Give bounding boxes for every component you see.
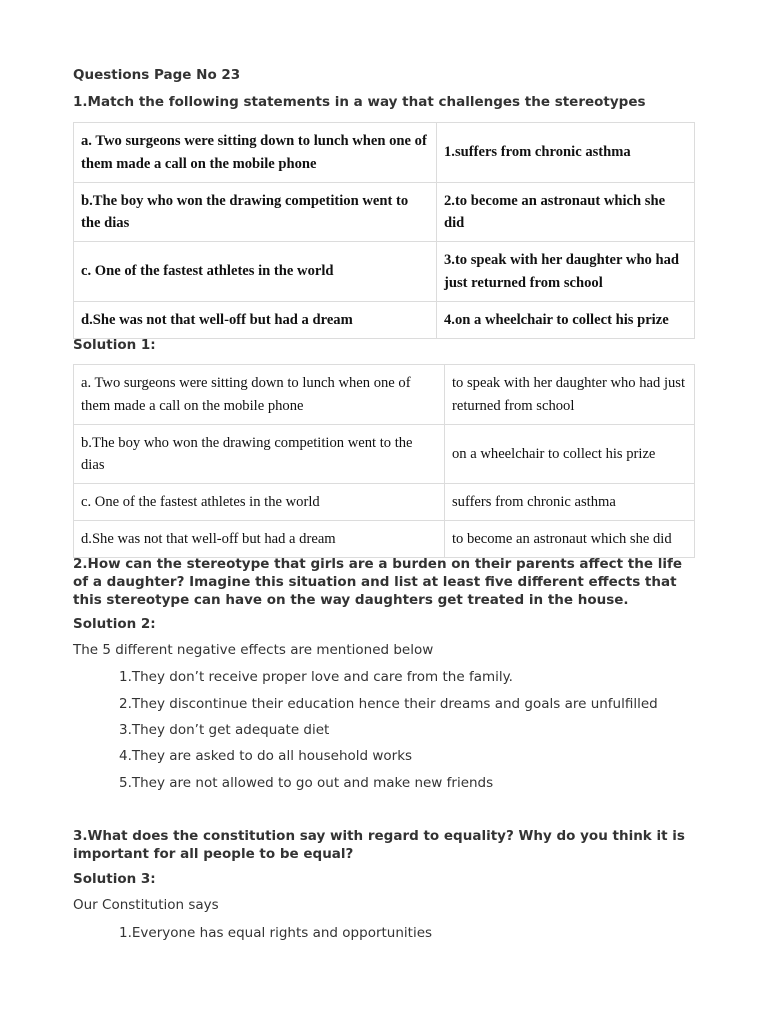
question-2: 2.How can the stereotype that girls are a burden on their parents affect the life of a daughter? Imagine this situation and list at least five different effects that this stereotype can have on the way daughters get treated in the house.: [73, 556, 682, 608]
table-cell: 1.suffers from chronic asthma: [437, 123, 695, 183]
solution-2-label: Solution 2:: [73, 616, 156, 632]
table-cell: a. Two surgeons were sitting down to lunch when one of them made a call on the mobile phone: [74, 365, 445, 425]
table-cell: 2.to become an astronaut which she did: [437, 183, 695, 242]
table-cell: 3.to speak with her daughter who had just returned from school: [437, 242, 695, 302]
table-cell: suffers from chronic asthma: [445, 484, 695, 521]
list-item: 3.They don’t get adequate diet: [119, 722, 330, 738]
table-cell: a. Two surgeons were sitting down to lunch when one of them made a call on the mobile phone: [74, 123, 437, 183]
question-3: 3.What does the constitution say with regard to equality? Why do you think it is important for all people to be equal?: [73, 828, 685, 862]
table-row: [74, 242, 695, 302]
table-row: [74, 425, 695, 484]
table-cell: on a wheelchair to collect his prize: [445, 425, 695, 484]
table-row: [74, 484, 695, 521]
page-heading: Questions Page No 23: [73, 67, 241, 83]
solution-3-label: Solution 3:: [73, 871, 156, 887]
table-cell: d.She was not that well-off but had a dream: [74, 521, 445, 558]
table-row: [74, 365, 695, 425]
solution-1-label: Solution 1:: [73, 337, 156, 353]
list-item: 5.They are not allowed to go out and make new friends: [119, 775, 494, 791]
table-cell: c. One of the fastest athletes in the world: [74, 484, 445, 521]
table-cell: to speak with her daughter who had just returned from school: [445, 365, 695, 425]
table-cell: b.The boy who won the drawing competition went to the dias: [74, 425, 445, 484]
list-item: 1.Everyone has equal rights and opportunities: [119, 925, 433, 941]
table-row: [74, 183, 695, 242]
table-row: [74, 123, 695, 183]
list-item: 4.They are asked to do all household works: [119, 748, 413, 764]
table-row: [74, 302, 695, 339]
table-cell: to become an astronaut which she did: [445, 521, 695, 558]
table-cell: c. One of the fastest athletes in the world: [74, 242, 437, 302]
list-item: 1.They don’t receive proper love and care from the family.: [119, 669, 513, 685]
table-cell: b.The boy who won the drawing competition went to the dias: [74, 183, 437, 242]
solution-table: [73, 364, 695, 558]
table-cell: d.She was not that well-off but had a dream: [74, 302, 437, 339]
table-cell: 4.on a wheelchair to collect his prize: [437, 302, 695, 339]
matching-table: [73, 122, 695, 339]
list-item: 2.They discontinue their education hence their dreams and goals are unfulfilled: [119, 696, 658, 712]
question-1: 1.Match the following statements in a way that challenges the stereotypes: [73, 94, 646, 110]
solution-3-intro: Our Constitution says: [73, 897, 219, 913]
solution-2-intro: The 5 different negative effects are mentioned below: [73, 642, 434, 658]
table-row: [74, 521, 695, 558]
